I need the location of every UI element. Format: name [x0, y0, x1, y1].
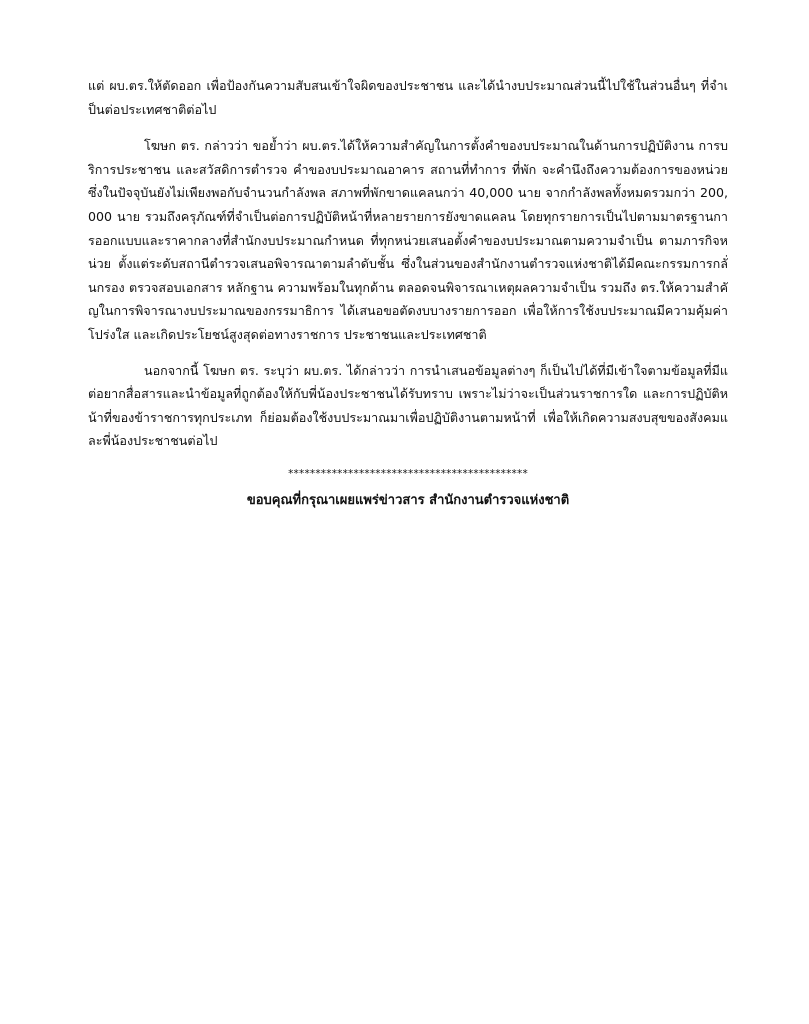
paragraph-additional-statement: นอกจากนี้ โฆษก ตร. ระบุว่า ผบ.ตร. ได้กล่าวว่า การนำเสนอข้อมูลต่างๆ ก็เป็นไปได้ที่มีเข้าใจตามข้อมูลที่มีแต่อยากสื่อสารและนำข้อมูลที่ถูกต้องให้กับพี่น้องประชาชนได้รับทราบ เพราะไม่ว่าจะเป็นส่วนราชการใด และการปฏิบัติหน้าที่ของข้าราชการทุกประเภท ก็ย่อมต้องใช้งบประมาณมาเพื่อปฏิบัติงานตามหน้าที่ เพื่อให้เกิดความสงบสุขของสังคมและพี่น้องประชาชนต่อไป — [88, 362, 728, 449]
paragraph-continuation: แต่ ผบ.ตร.ให้ตัดออก เพื่อป้องกันความสับสนเข้าใจผิดของประชาชน และได้นำงบประมาณส่วนนี้ไปใช้ในส่วนอื่นๆ ที่จำเป็นต่อประเทศชาติต่อไป — [88, 78, 728, 117]
asterisk-separator: ******************************************** — [288, 467, 528, 480]
paragraph-spokesperson-statement: โฆษก ตร. กล่าวว่า ขอย้ำว่า ผบ.ตร.ได้ให้ความสำคัญในการตั้งคำของบประมาณในด้านการปฏิบัติงาน การบริการประชาชน และสวัสดิการตำรวจ คำของบประมาณอาคาร สถานที่ทำการ ที่พัก จะคำนึงถึงความต้องการของหน่วย ซึ่งในปัจจุบันยังไม่เพียงพอกับจำนวนกำลังพล สภาพที่พักขาดแคลนกว่า 40,000 นาย จากกำลังพลทั้งหมดรวมกว่า 200,000 นาย รวมถึงครุภัณฑ์ที่จำเป็นต่อการปฏิบัติหน้าที่หลายรายการยังขาดแคลน โดยทุกรายการเป็นไปตามมาตรฐานการออกแบบและราคากลางที่สำนักงบประมาณกำหนด ที่ทุกหน่วยเสนอตั้งคำของบประมาณตามความจำเป็น ตามภารกิจหน่วย ตั้งแต่ระดับสถานีตำรวจเสนอพิจารณาตามลำดับชั้น ซึ่งในส่วนของสำนักงานตำรวจแห่งชาติได้มีคณะกรรมการกลั่นกรอง ตรวจสอบเอกสาร หลักฐาน ความพร้อมในทุกด้าน ตลอดจนพิจารณาเหตุผลความจำเป็น รวมถึง ตร.ให้ความสำคัญในการพิจารณางบประมาณของกรรมาธิการ ได้เสนอขอตัดงบบางรายการออก เพื่อให้การใช้งบประมาณมีความคุ้มค่า โปร่งใส และเกิดประโยชน์สูงสุดต่อทางราชการ ประชาชนและประเทศชาติ — [88, 138, 728, 342]
closing-footer: ขอบคุณที่กรุณาเผยแพร่ข่าวสาร สำนักงานตำรวจแห่งชาติ — [246, 492, 570, 508]
document-body — [88, 74, 728, 511]
